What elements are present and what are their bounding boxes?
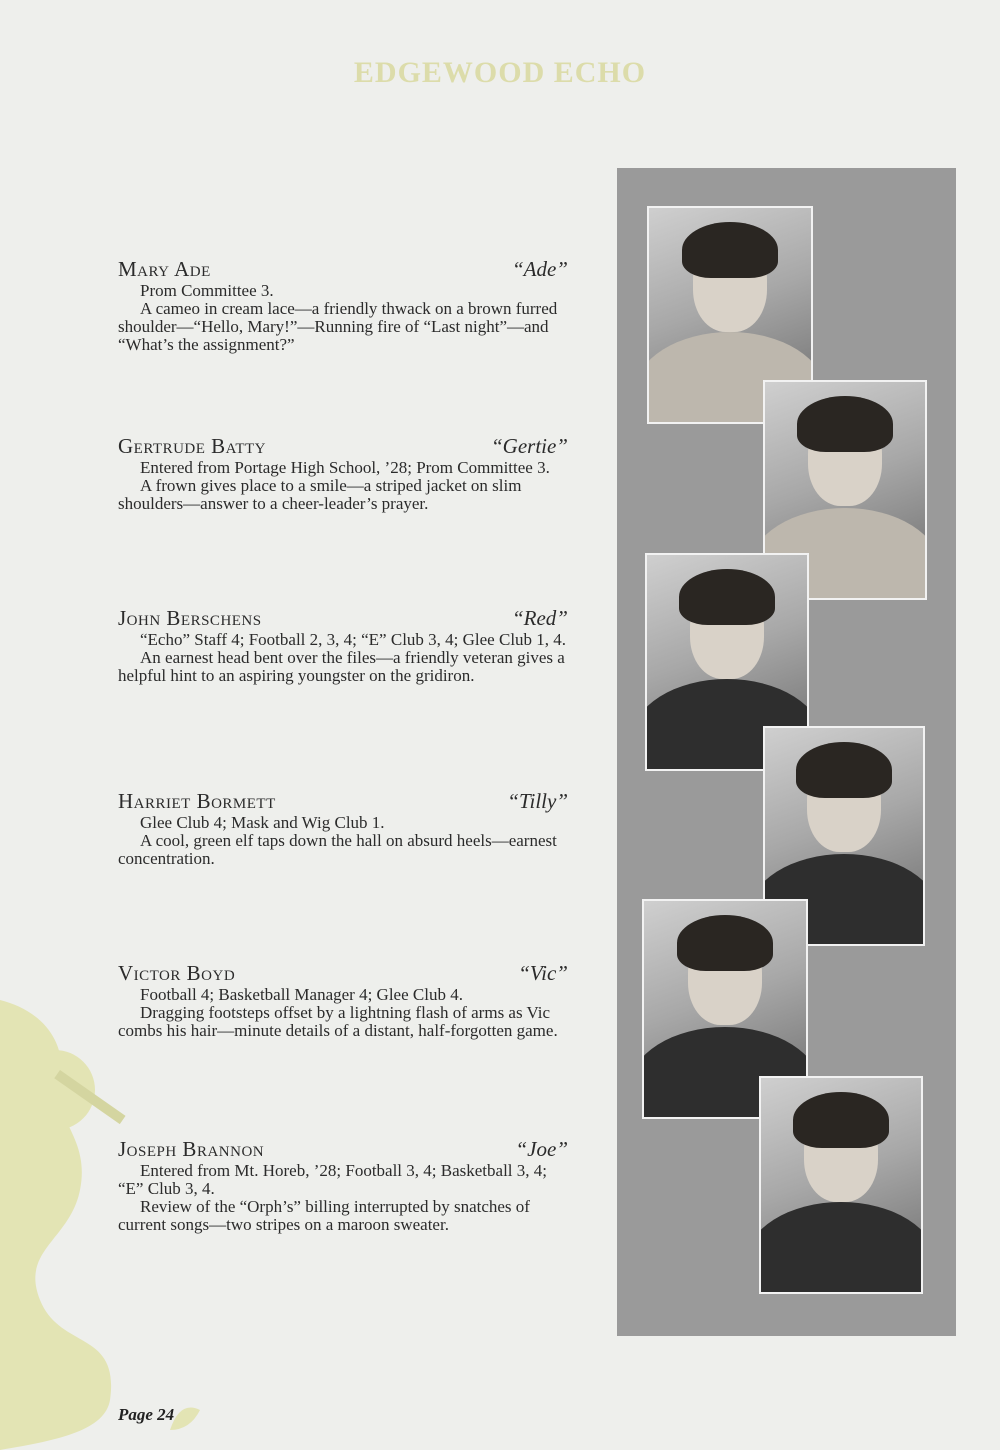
student-description: A cool, green elf taps down the hall on absurd heels—earnest concentration. [118, 831, 557, 868]
student-name: Joseph Brannon [118, 1137, 265, 1161]
student-entry [118, 1138, 568, 1234]
student-nickname: “Vic” [518, 961, 568, 985]
page-header: EDGEWOOD ECHO [353, 56, 647, 89]
student-description: Dragging footsteps offset by a lightning flash of arms as Vic combs his hair—minute details of a distant, half-forgotten game. [118, 1003, 558, 1040]
portrait-photo [759, 1076, 923, 1294]
student-description: A frown gives place to a smile—a striped jacket on slim shoulders—answer to a cheer-leader’s prayer. [118, 476, 522, 513]
student-activities: Prom Committee 3. [140, 281, 274, 300]
student-activities: “Echo” Staff 4; Football 2, 3, 4; “E” Club 3, 4; Glee Club 1, 4. [140, 630, 567, 649]
student-name: Victor Boyd [118, 961, 236, 985]
student-activities: Football 4; Basketball Manager 4; Glee Club 4. [140, 985, 463, 1004]
student-name: Gertrude Batty [118, 434, 267, 458]
student-nickname: “Ade” [511, 257, 568, 281]
student-activities: Glee Club 4; Mask and Wig Club 1. [140, 813, 385, 832]
student-name: Mary Ade [118, 257, 211, 281]
student-entry [118, 435, 568, 513]
student-entry [118, 258, 568, 354]
student-description: A cameo in cream lace—a friendly thwack on a brown furred shoulder—“Hello, Mary!”—Running fire of “Last night”—and “What’s the assignment?” [118, 299, 558, 354]
student-name: Harriet Bormett [118, 789, 276, 813]
student-nickname: “Gertie” [490, 434, 568, 458]
student-description: Review of the “Orph’s” billing interrupted by snatches of current songs—two stripes on a maroon sweater. [118, 1197, 530, 1234]
student-entry [118, 790, 568, 868]
student-nickname: “Joe” [515, 1137, 568, 1161]
student-description: An earnest head bent over the files—a friendly veteran gives a helpful hint to an aspiring youngster on the gridiron. [118, 648, 565, 685]
student-entry [118, 962, 568, 1040]
student-activities: Entered from Mt. Horeb, ’28; Football 3, 4; Basketball 3, 4; “E” Club 3, 4. [118, 1161, 547, 1198]
student-name: John Berschens [118, 606, 262, 630]
student-activities: Entered from Portage High School, ’28; Prom Committee 3. [140, 458, 550, 477]
student-entry [118, 607, 568, 685]
page-number: Page 24 [118, 1405, 175, 1424]
student-nickname: “Red” [511, 606, 568, 630]
student-nickname: “Tilly” [507, 789, 568, 813]
